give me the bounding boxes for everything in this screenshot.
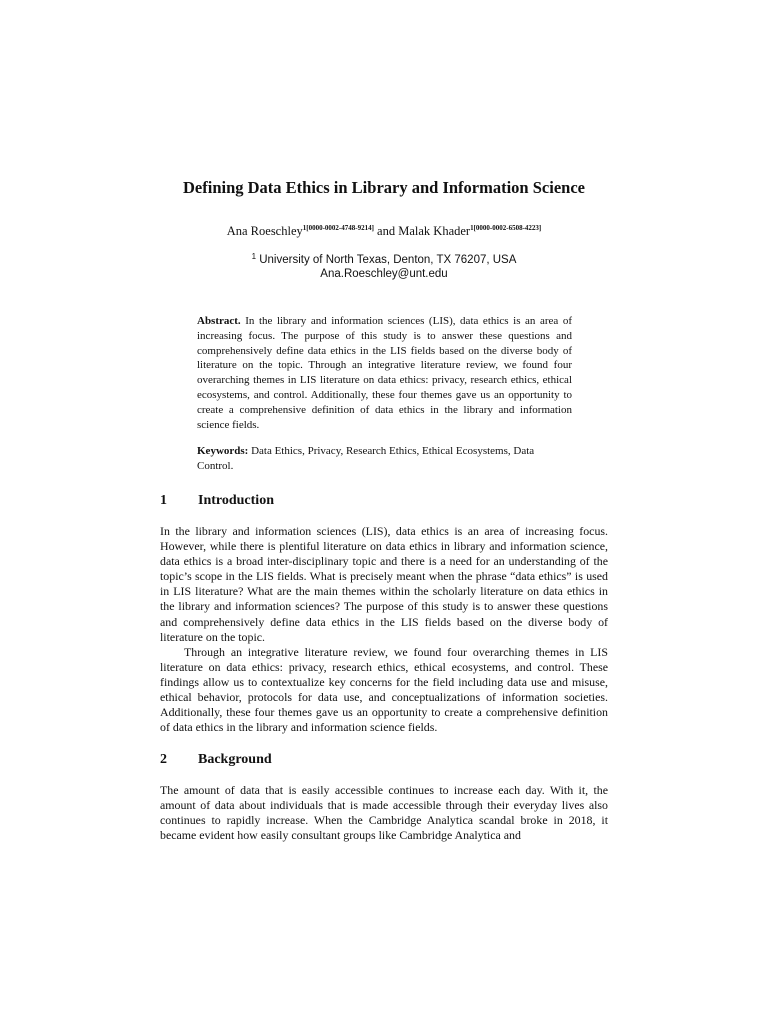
section-heading-background (160, 752, 272, 768)
author-name: Ana Roeschley (226, 224, 303, 238)
affiliation-block (0, 250, 768, 281)
author-line (0, 224, 768, 239)
affiliation-institution: University of North Texas, Denton, TX 76207, USA (256, 254, 517, 266)
keywords-text: Data Ethics, Privacy, Research Ethics, Ethical Ecosystems, Data Control. (197, 445, 535, 472)
author-connector: and (373, 224, 399, 238)
section-number: 2 (160, 752, 167, 767)
section-heading-introduction (160, 493, 274, 509)
keywords-label: Keywords: (197, 445, 249, 457)
paragraph: The amount of data that is easily accessible continues to increase each day. With it, the amount of data about individuals that is made accessible through their everyday lives also continues to rapidly increase. When the Cambridge Analytica scandal broke in 2018, it became evident how easily consultant groups like Cambridge Analytica and (160, 783, 608, 843)
keywords (197, 444, 572, 474)
author-name: Malak Khader (398, 224, 471, 238)
author-email: Ana.Roeschley@unt.edu (320, 268, 448, 280)
section-number: 1 (160, 493, 167, 508)
paragraph: In the library and information sciences (LIS), data ethics is an area of increasing focus. However, while there is plentiful literature on data ethics in library and information science, data ethics is a broad inter-disciplinary topic and there is a need for an understanding of the topic’s scope in the LIS fields. What is precisely meant when the phrase “data ethics” is used in LIS literature? What are the main themes within the scholarly literature on data ethics in the library and information sciences? The purpose of this study is to answer these questions and comprehensively define data ethics in the LIS fields based on the diverse body of literature on the topic. (160, 524, 608, 644)
abstract-text: In the library and information sciences (LIS), data ethics is an area of increasing focus. The purpose of this study is to answer these questions and comprehensively define data ethics in the LIS fields based on the diverse body of literature on the topic. Through an integrative literature review, we found four overarching themes in LIS literature on data ethics: privacy, research ethics, ethical ecosystems, and control. Additionally, these four themes gave us an opportunity to create a comprehensive definition of data ethics in the library and information science fields. (197, 315, 572, 431)
abstract (197, 314, 572, 432)
section-title: Introduction (198, 493, 274, 508)
paragraph: Through an integrative literature review, we found four overarching themes in LIS literature on data ethics: privacy, research ethics, ethical ecosystems, and control. These findings allow us to contextualize key concerns for the field including data use and misuse, ethical behavior, protocols for data use, and conceptualizations of information societies. Additionally, these four themes gave us an opportunity to create a comprehensive definition of data ethics in the library and information science fields. (160, 644, 608, 735)
affiliation-line (0, 250, 768, 267)
affiliation-marker: 1 (251, 252, 257, 261)
background-body (160, 783, 608, 843)
paper-title: Defining Data Ethics in Library and Information Science (183, 178, 585, 197)
section-title: Background (198, 752, 272, 767)
introduction-body (160, 524, 608, 735)
author-orcid: 1[0000-0002-6508-4223] (470, 224, 542, 232)
abstract-label: Abstract. (197, 315, 241, 327)
author-orcid: 1[0000-0002-4748-9214] (302, 224, 374, 232)
